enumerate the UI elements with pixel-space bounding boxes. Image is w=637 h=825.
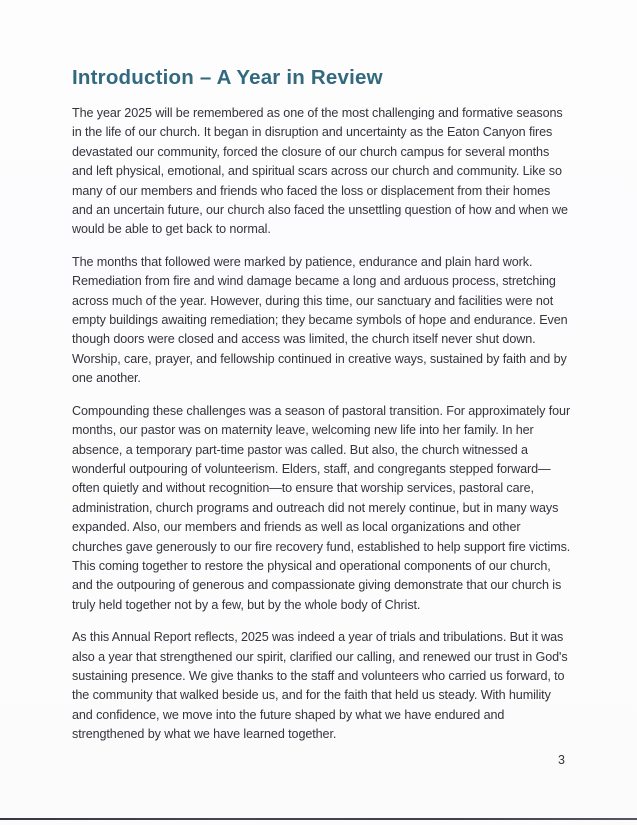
page-title: Introduction – A Year in Review — [72, 66, 383, 89]
paragraph-year-in-review: The year 2025 will be remembered as one of the most challenging and formative seasons in the life of our church. It began in disruption and uncertainty as the Eaton Canyon fires devastated our community, forced the closure of our church campus for several months and left physical, emotional, and spiritual scars across our church and community. Like so many of our members and friends who faced the loss or displacement from their homes and an uncertain future, our church also faced the unsettling question of how and when we would be able to get back to normal. — [72, 106, 568, 237]
paragraph-pastoral-transition: Compounding these challenges was a season of pastoral transition. For approximately four months, our pastor was on maternity leave, welcoming new life into her family. In her absence, a temporary part-time pastor was called. But also, the church witnessed a wonderful outpouring of volunteerism. Elders, staff, and congregants stepped forward—often quietly and without recognition—to ensure that worship services, pastoral care, administration, church programs and outreach did not merely continue, but in many ways expanded. Also, our members and friends as well as local organizations and other churches gave generously to our fire recovery fund, established to help support fire victims. This coming together to restore the physical and operational components of our church, and the outpouring of generous and compassionate giving demonstrate that our church is truly held together not by a few, but by the whole body of Christ. — [72, 403, 571, 612]
page-content — [72, 66, 572, 758]
page-number: 3 — [558, 753, 565, 767]
scan-edge-line — [0, 818, 637, 820]
paragraph-months-that-followed: The months that followed were marked by patience, endurance and plain hard work. Remediation from fire and wind damage became a long and arduous process, stretching across much of the year. However, during this time, our sanctuary and facilities were not empty buildings awaiting remediation; they became symbols of hope and endurance. Even though doors were closed and access was limited, the church itself never shut down. Worship, care, prayer, and fellowship continued in creative ways, sustained by faith and by one another. — [72, 254, 568, 386]
paragraph-annual-report-reflection: As this Annual Report reflects, 2025 was indeed a year of trials and tribulations. But it was also a year that strengthened our spirit, clarified our calling, and renewed our trust in God's sustaining presence. We give thanks to the staff and volunteers who carried us forward, to the community that walked beside us, and for the faith that held us steady. With humility and confidence, we move into the future shaped by what we have endured and strengthened by what we have learned together. — [72, 630, 568, 742]
